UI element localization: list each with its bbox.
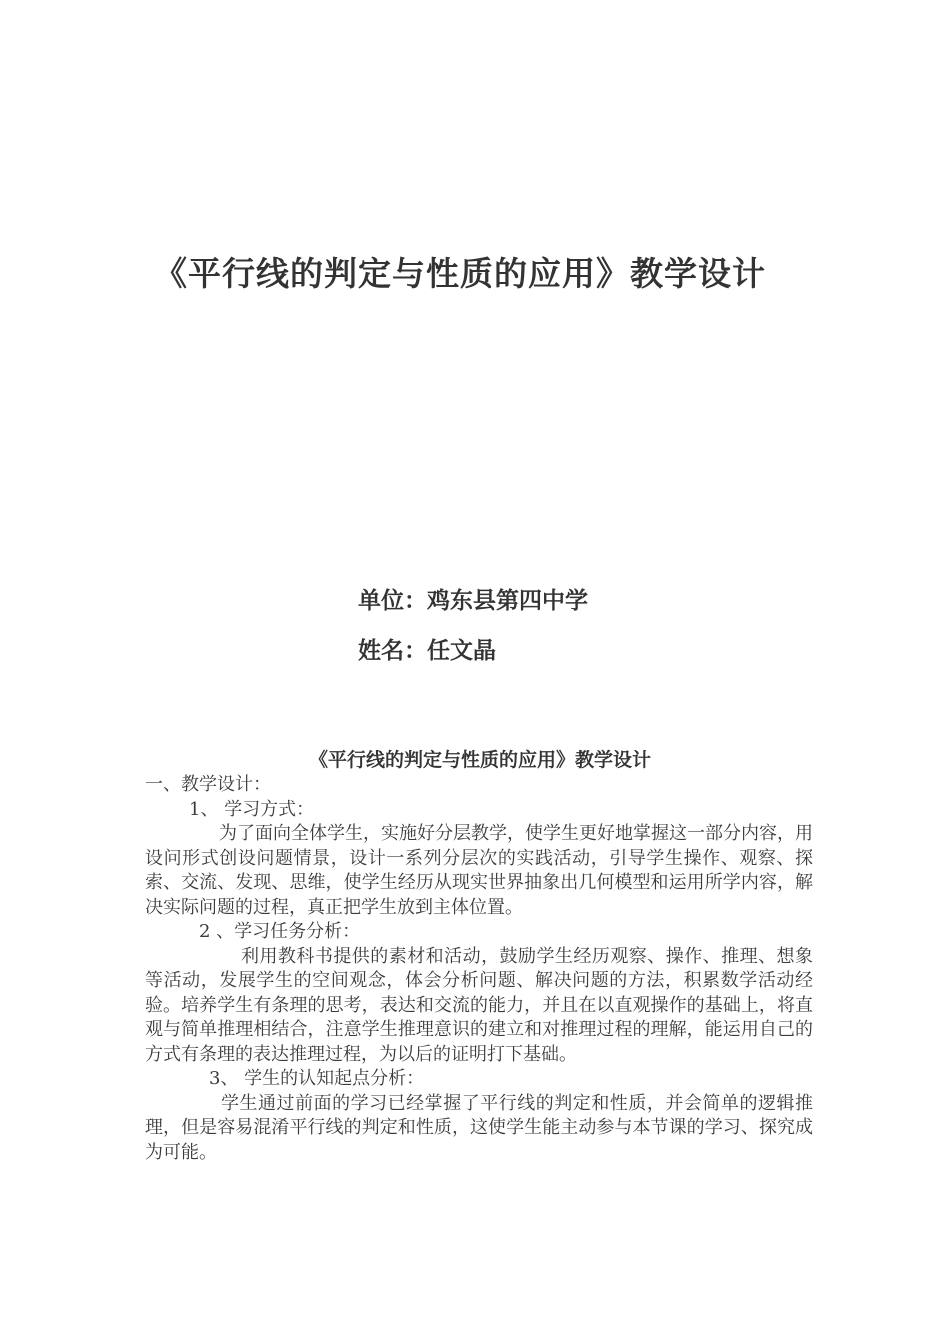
item-heading-cognitive-analysis: 3、 学生的认知起点分析： [209,1068,425,1089]
author-name: 姓名：任文晶 [358,637,496,664]
paragraph-cognitive-analysis: 学生通过前面的学习已经掌握了平行线的判定和性质，并会简单的逻辑推理，但是容易混淆平行线的判定和性质，这使学生能主动参与本节课的学习、探究成为可能。 [145,1092,813,1163]
section-heading: 一、教学设计： [145,774,271,795]
item-heading-learning-method: 1、 学习方式： [189,798,315,820]
document-text [145,773,813,1165]
paragraph-learning-method: 为了面向全体学生，实施好分层教学，使学生更好地掌握这一部分内容，用设问形式创设问题情景，设计一系列分层次的实践活动，引导学生操作、观察、探索、交流、发现、思维，使学生经历从现实世界抽象出几何模型和运用所学内容，解决实际问题的过程，真正把学生放到主体位置。 [145,823,813,918]
paragraph-task-analysis: 利用教科书提供的素材和活动，鼓励学生经历观察、操作、推理、想象等活动，发展学生的空间观念，体会分析问题、解决问题的方法，积累数学活动经验。培养学生有条理的思考，表达和交流的能力，并且在以直观操作的基础上，将直观与简单推理相结合，注意学生推理意识的建立和对推理过程的理解，能运用自己的方式有条理的表达推理过程，为以后的证明打下基础。 [145,945,813,1065]
author-unit: 单位：鸡东县第四中学 [358,587,588,614]
item-heading-task-analysis: 2 、学习任务分析： [199,921,361,942]
document-title: 《平行线的判定与性质的应用》教学设计 [308,749,651,771]
cover-title: 《平行线的判定与性质的应用》教学设计 [154,254,766,293]
